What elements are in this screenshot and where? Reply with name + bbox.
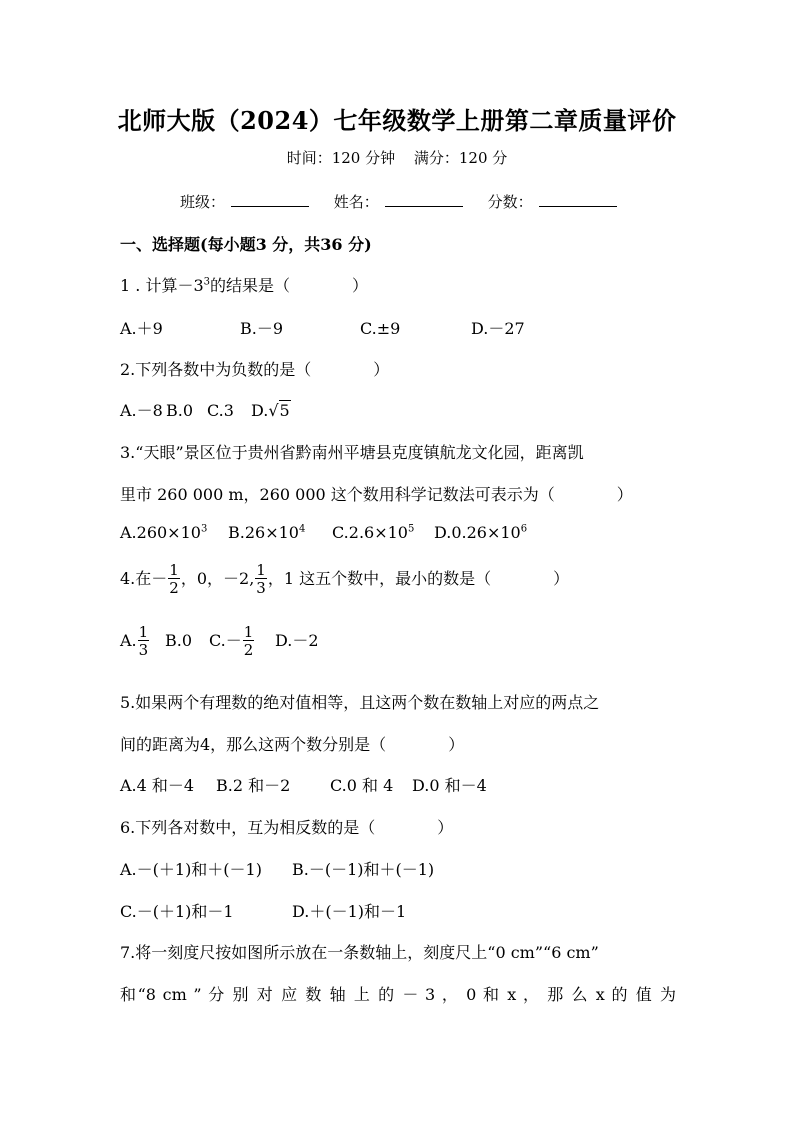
option-a[interactable]: A. $\frac{1}{3}$ bbox=[120, 623, 149, 659]
option-c[interactable]: C.－(＋1)和－1 bbox=[120, 902, 234, 921]
option-d[interactable]: D.－27 bbox=[471, 319, 525, 338]
class-label: 班级： bbox=[180, 193, 226, 211]
option-b[interactable]: $B.26\times 10^4$ bbox=[228, 523, 306, 542]
question-7-line1: 7.将一刻度尺按如图所示放在一条数轴上，刻度尺上“0 cm”“6 cm” bbox=[120, 943, 599, 962]
question-5-line2: 间的距离为4，那么这两个数分别是（ ） bbox=[120, 735, 465, 754]
option-b[interactable]: B.0 bbox=[166, 401, 194, 420]
question-6-stem: 6.下列各对数中，互为相反数的是（ ） bbox=[120, 818, 454, 837]
option-c[interactable]: C.3 bbox=[207, 401, 234, 420]
question-1-options bbox=[120, 316, 525, 339]
question-6-options-row2 bbox=[120, 899, 406, 922]
option-c[interactable]: C.－ $\frac{1}{2}$ bbox=[209, 623, 254, 659]
question-5-line1: 5.如果两个有理数的绝对值相等，且这两个数在数轴上对应的两点之 bbox=[120, 693, 600, 712]
score-label: 分数： bbox=[487, 193, 533, 211]
question-2-stem: 2.下列各数中为负数的是（ ） bbox=[120, 360, 390, 379]
full-score: 满分：120 分 bbox=[413, 149, 508, 167]
option-b[interactable]: B.0 bbox=[165, 631, 193, 650]
question-6-options-row1 bbox=[120, 857, 434, 880]
score-blank[interactable] bbox=[539, 192, 617, 207]
question-7-line2: 和“8 cm ” 分 别 对 应 数 轴 上 的 － 3 ， 0 和 x ， 那 么 x 的 值 为 bbox=[120, 985, 676, 1004]
name-blank[interactable] bbox=[385, 192, 463, 207]
option-a[interactable]: A.－(＋1)和＋(－1) bbox=[120, 860, 262, 879]
option-a[interactable]: A.＋9 bbox=[120, 319, 163, 338]
option-a[interactable]: A.4 和－4 bbox=[120, 776, 195, 795]
sqrt-symbol: √5 bbox=[268, 401, 290, 420]
option-b[interactable]: B.2 和－2 bbox=[216, 776, 291, 795]
option-b[interactable]: B.－(－1)和＋(－1) bbox=[292, 860, 435, 879]
exam-meta bbox=[0, 147, 794, 168]
option-d[interactable]: D.√5 bbox=[251, 401, 290, 420]
question-4-options bbox=[120, 625, 319, 658]
class-blank[interactable] bbox=[231, 192, 309, 207]
option-a[interactable]: $A.260\times 10^3$ bbox=[120, 523, 208, 542]
option-d[interactable]: D.＋(－1)和－1 bbox=[292, 902, 407, 921]
question-3-options bbox=[120, 523, 527, 542]
option-d[interactable]: D.0 和－4 bbox=[412, 776, 487, 795]
question-3-line1: 3.“天眼”景区位于贵州省黔南州平塘县克度镇航龙文化园，距离凯 bbox=[120, 443, 584, 462]
option-d[interactable]: $D.0.26\times 10^6$ bbox=[434, 523, 528, 542]
question-5-options bbox=[120, 773, 487, 796]
question-4-stem: 4.在－ $\frac{1}{2}$ ，0，－2, $\frac{1}{3}$ ，1 这五个数中，最小的数是（ ） bbox=[120, 561, 570, 597]
question-2-options bbox=[120, 398, 291, 421]
section-heading: 一、选择题(每小题3 分，共36 分) bbox=[120, 235, 372, 254]
option-c[interactable]: $C.2.6\times 10^5$ bbox=[332, 523, 415, 542]
question-3-line2: 里市 260 000 m，260 000 这个数用科学记数法可表示为（ ） bbox=[120, 485, 633, 504]
time-limit: 时间：120 分钟 bbox=[286, 149, 396, 167]
name-label: 姓名： bbox=[333, 193, 379, 211]
student-info bbox=[180, 191, 637, 212]
question-1-stem: 1 . 计算$-3^3$的结果是（ ） bbox=[120, 276, 369, 295]
fraction-half: $\frac{1}{2}$ bbox=[169, 561, 179, 597]
fraction-third: $\frac{1}{3}$ bbox=[256, 561, 266, 597]
option-b[interactable]: B.－9 bbox=[240, 319, 284, 338]
page-title: 北师大版（2024）七年级数学上册第二章质量评价 bbox=[117, 106, 677, 135]
option-c[interactable]: C.±9 bbox=[360, 319, 401, 338]
option-a[interactable]: A.－8 bbox=[120, 401, 163, 420]
option-c[interactable]: C.0 和 4 bbox=[330, 776, 394, 795]
option-d[interactable]: D.－2 bbox=[275, 631, 319, 650]
